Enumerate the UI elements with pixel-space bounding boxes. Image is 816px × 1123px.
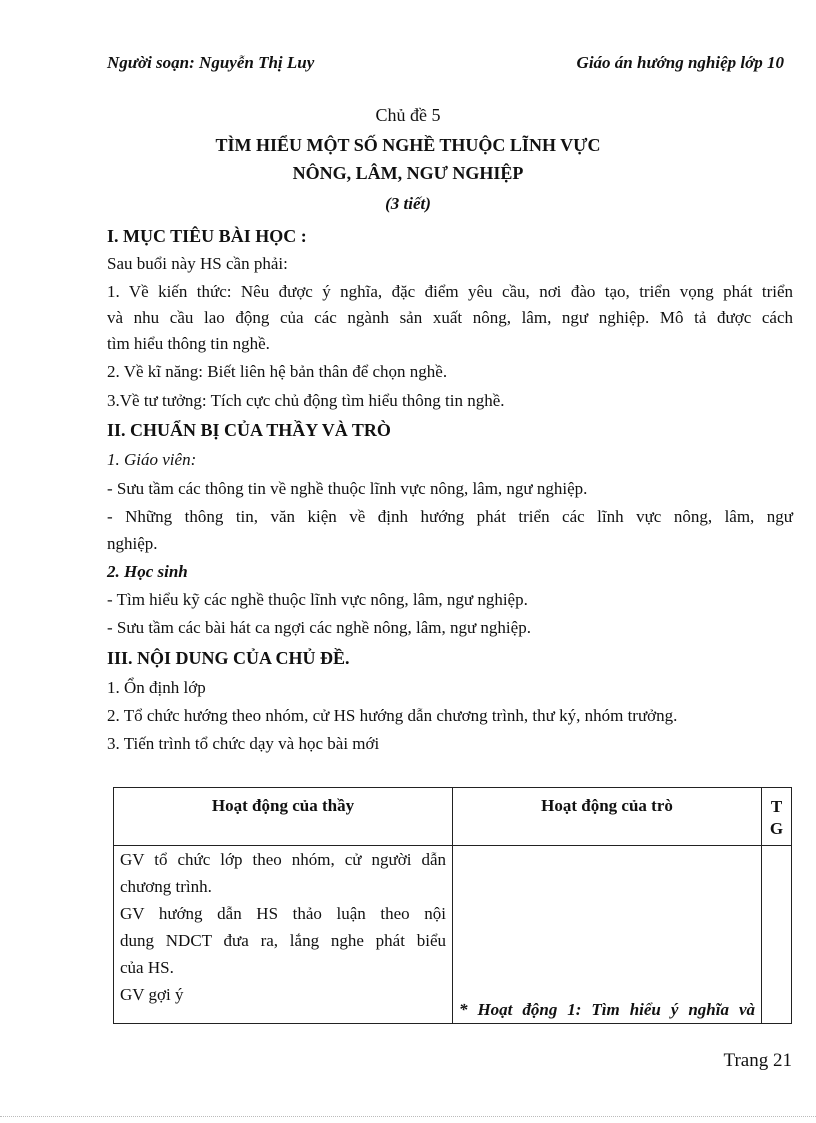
student-item-2: - Sưu tầm các bài hát ca ngợi các nghề nông, lâm, ngư nghiệp. [107,618,531,637]
header-subject: Giáo án hướng nghiệp lớp 10 [576,53,784,72]
page-number: Trang 21 [723,1050,792,1071]
teacher-item-2-line-2: nghiệp. [107,534,158,553]
step-3: 3. Tiến trình tổ chức dạy và học bài mới [107,734,380,753]
header-author: Người soạn: Nguyễn Thị Luy [107,53,315,72]
lesson-plan-table [113,787,792,1024]
table-row [114,846,792,1024]
knowledge-line-2: và nhu cầu lao động của các ngành sản xuất nông, lâm, ngư nghiệp. Mô tả được cách [107,308,793,327]
page-bottom-divider [0,1116,816,1117]
section-3-heading: III. NỘI DUNG CỦA CHỦ ĐỀ. [107,648,350,668]
section-2-heading: II. CHUẨN BỊ CỦA THẦY VÀ TRÒ [107,420,391,440]
step-2: 2. Tổ chức hướng theo nhóm, cử HS hướng dẫn chương trình, thư ký, nhóm trưởng. [107,706,678,725]
section-1-heading: I. MỤC TIÊU BÀI HỌC : [107,226,307,246]
student-item-1: - Tìm hiểu kỹ các nghề thuộc lĩnh vực nông, lâm, ngư nghiệp. [107,590,528,609]
header-time-t: T [770,797,783,816]
title-line-2: NÔNG, LÂM, NGƯ NGHIỆP [292,163,524,183]
teacher-line: dung NDCT đưa ra, lắng nghe phát biểu [120,931,446,950]
teacher-line: GV gợi ý [120,985,184,1004]
periods-label: (3 tiết) [385,194,431,213]
teacher-line: GV tổ chức lớp theo nhóm, cử người dẫn [120,850,446,869]
header-student-activity [453,788,762,846]
header-time-g: G [769,819,784,838]
attitude-line: 3.Về tư tưởng: Tích cực chủ động tìm hiểu thông tin nghề. [107,391,505,410]
time-cell [762,846,792,1024]
knowledge-line-1: 1. Về kiến thức: Nêu được ý nghĩa, đặc điểm yêu cầu, nơi đào tạo, triển vọng phát triển [107,282,793,301]
header-student-label: Hoạt động của trò [541,796,673,815]
student-activity-line: * Hoạt động 1: Tìm hiểu ý nghĩa và [459,1000,755,1019]
teacher-item-2-line-1: - Những thông tin, văn kiện về định hướng phát triển các lĩnh vực nông, lâm, ngư [107,507,793,526]
student-heading: 2. Học sinh [107,562,188,581]
teacher-heading: 1. Giáo viên: [107,450,197,469]
teacher-activity-cell [114,846,453,1024]
teacher-item-1: - Sưu tầm các thông tin về nghề thuộc lĩnh vực nông, lâm, ngư nghiệp. [107,479,588,498]
step-1: 1. Ổn định lớp [107,678,206,697]
teacher-line: của HS. [120,958,174,977]
header-time [762,788,792,846]
student-activity-cell [453,846,762,1024]
teacher-line: GV hướng dẫn HS thảo luận theo nội [120,904,446,923]
knowledge-line-3: tìm hiểu thông tin nghề. [107,334,270,353]
header-teacher-label: Hoạt động của thầy [211,796,355,815]
skills-line: 2. Về kĩ năng: Biết liên hệ bản thân để chọn nghề. [107,362,448,381]
teacher-line: chương trình. [120,877,212,896]
table-header-row [114,788,792,846]
topic-label: Chủ đề 5 [375,105,441,125]
header-teacher-activity [114,788,453,846]
section-1-intro: Sau buổi này HS cần phải: [107,254,288,273]
title-line-1: TÌM HIỂU MỘT SỐ NGHỀ THUỘC LĨNH VỰC [215,135,601,155]
